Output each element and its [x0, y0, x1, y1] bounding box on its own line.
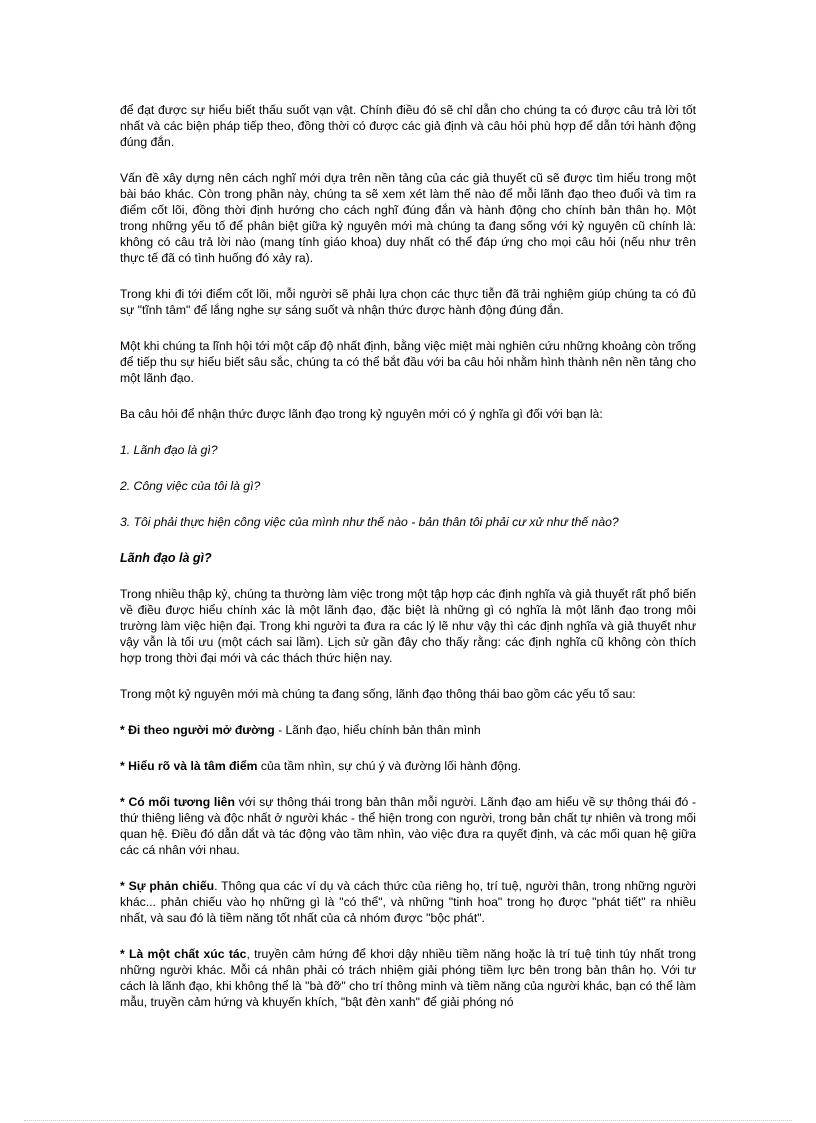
paragraph-elements-intro: Trong một kỷ nguyên mới mà chúng ta đang sống, lãnh đạo thông thái bao gồm các yếu tố sau:: [120, 687, 636, 701]
paragraph-new-thinking: Vấn đề xây dựng nên cách nghĩ mới dựa trên nền tảng của các giả thuyết cũ sẽ được tìm hiểu trong một bài báo khác. Còn trong phần này, chúng ta sẽ xem xét làm thế nào để mỗi lãnh đạo theo đuổi và tìm ra điểm cốt lõi, đồng thời định hướng cho cách nghĩ đúng đắn và hành động cho chính bản thân họ. Một trong những yếu tố để phân biệt giữa kỷ nguyên mới mà chúng ta đang sống với kỷ nguyên cũ chính là: không có câu trả lời nào (mang tính giáo khoa) duy nhất có thể đáp ứng cho mọi câu hỏi (nếu như trên thực tế đã có tình huống đó xảy ra).: [120, 171, 696, 265]
paragraph-three-questions: Ba câu hỏi để nhận thức được lãnh đạo trong kỷ nguyên mới có ý nghĩa gì đối với bạn là:: [120, 407, 603, 421]
paragraph-core-point: Trong khi đi tới điểm cốt lõi, mỗi người sẽ phải lựa chọn các thực tiễn đã trải nghiệm giúp chúng ta có đủ sự "tĩnh tâm" để lắng nghe sự sáng suốt và nhận thức được hành động đúng đắn.: [120, 287, 696, 317]
list-item-lead: * Có mối tương liên: [120, 795, 235, 809]
list-item-lead: * Là một chất xúc tác: [120, 947, 247, 961]
question-1: 1. Lãnh đạo là gì?: [120, 443, 218, 457]
document-page: [120, 102, 696, 1030]
list-item-text: . Thông qua các ví dụ và cách thức của riêng họ, trí tuệ, người thân, trong những người khác... phản chiếu vào họ những gì là "có thể", và những "tinh hoa" trong họ được "phát tiết" ra nhiều nhất, và sau đó là tiềm năng tốt nhất của cả nhóm được "bộc phát".: [120, 879, 696, 925]
list-item-lead: * Hiểu rõ và là tâm điểm: [120, 759, 258, 773]
list-item-lead: * Sự phản chiếu: [120, 879, 215, 893]
list-item: [120, 878, 696, 926]
list-item-text: của tầm nhìn, sự chú ý và đường lối hành động.: [257, 759, 521, 773]
question-2: 2. Công việc của tôi là gì?: [120, 479, 261, 493]
list-item: [120, 946, 696, 1010]
paragraph-definitions: Trong nhiều thập kỷ, chúng ta thường làm việc trong một tập hợp các định nghĩa và giả thuyết rất phổ biến về điều được hiểu chính xác là một lãnh đạo, đặc biệt là những gì có nghĩa là một lãnh đạo trong môi trường làm việc hiện đại. Trong khi người ta đưa ra các lý lẽ như vậy thì các định nghĩa và giả thuyết như vậy vẫn là tối ưu (một cách sai lầm). Lịch sử gần đây cho thấy rằng: các định nghĩa cũ không còn thích hợp trong thời đại mới và các thách thức hiện nay.: [120, 587, 696, 665]
paragraph-three-questions-lead: Một khi chúng ta lĩnh hội tới một cấp độ nhất định, bằng việc miệt mài nghiên cứu những khoảng còn trống để tiếp thu sự hiểu biết sâu sắc, chúng ta có thể bắt đầu với ba câu hỏi nhằm hình thành nên nền tảng cho một lãnh đạo.: [120, 339, 696, 385]
list-item: [120, 794, 696, 858]
list-item-lead: * Đi theo người mở đường: [120, 723, 275, 737]
list-item-text: với sự thông thái trong bản thân mỗi người. Lãnh đạo am hiểu về sự thông thái đó - thứ thiêng liêng và độc nhất ở người khác - thể hiện trong con người, trong bản chất tự nhiên và trong mối quan hệ. Điều đó dẫn dắt và tác động vào tầm nhìn, vào việc đưa ra quyết định, và các mối quan hệ giữa các cá nhân với nhau.: [120, 795, 697, 857]
page-bottom-rule: [24, 1120, 792, 1121]
question-3: 3. Tôi phải thực hiện công việc của mình như thế nào - bản thân tôi phải cư xử như thế nào?: [120, 515, 619, 529]
list-item-text: , truyền cảm hứng để khơi dậy nhiều tiềm năng hoặc là trí tuệ tinh túy nhất trong những người khác. Mỗi cá nhân phải có trách nhiệm giải phóng tiềm lực bên trong bản thân họ. Với tư cách là lãnh đạo, khi không thể là "bà đỡ" cho trí thông minh và tiềm năng của người khác, bạn có thể làm mẫu, truyền cảm hứng và khuyến khích, "bật đèn xanh" để giải phóng nó: [120, 947, 696, 1009]
list-item: [120, 758, 696, 774]
section-heading: Lãnh đạo là gì?: [120, 551, 212, 565]
list-item-text: - Lãnh đạo, hiểu chính bản thân mình: [274, 723, 481, 737]
list-item: [120, 722, 696, 738]
paragraph-intro: để đạt được sự hiểu biết thấu suốt vạn vật. Chính điều đó sẽ chỉ dẫn cho chúng ta có được câu trả lời tốt nhất và các biện pháp tiếp theo, đồng thời có được các giả định và câu hỏi phù hợp để dẫn tới hành động đúng đắn.: [120, 103, 696, 149]
